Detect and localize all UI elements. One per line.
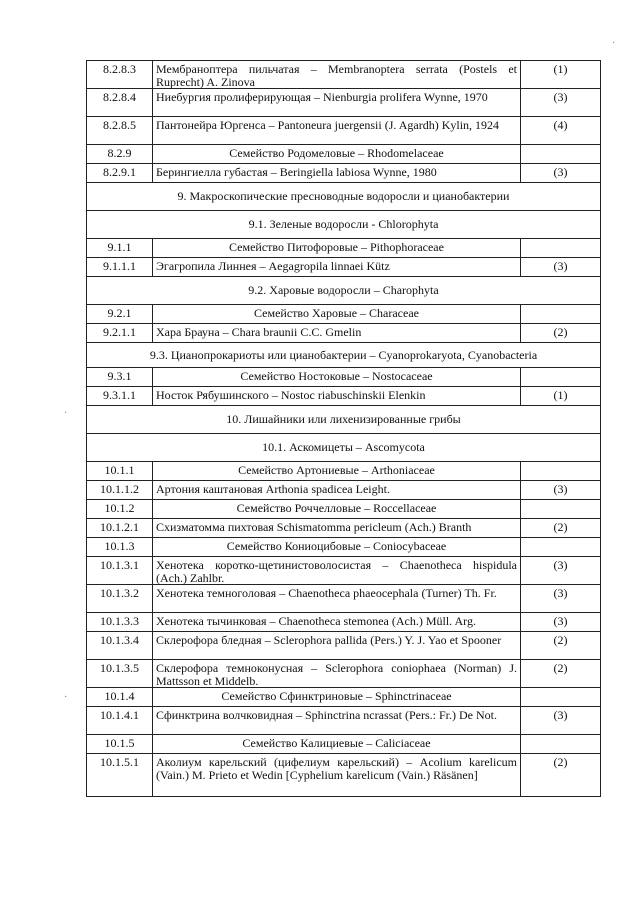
status-category: (3) — [521, 557, 601, 584]
species-name: Артония каштановая Arthonia spadicea Leight. — [153, 481, 521, 499]
species-table — [86, 60, 601, 797]
status-category: (3) — [521, 258, 601, 276]
row-number: 8.2.8.4 — [87, 89, 153, 116]
row-number: 9.2.1.1 — [87, 324, 153, 342]
status-category: (2) — [521, 324, 601, 342]
section-heading: 10. Лишайники или лихенизированные грибы — [87, 406, 601, 433]
species-row — [87, 613, 601, 632]
family-name: Семейство Ностоковые – Nostocaceae — [153, 368, 521, 386]
status-category: (1) — [521, 61, 601, 88]
status-category — [521, 145, 601, 163]
status-category: (3) — [521, 164, 601, 182]
status-category: (3) — [521, 585, 601, 612]
row-number: 9.2.1 — [87, 305, 153, 323]
row-number: 10.1.3.5 — [87, 660, 153, 687]
species-name: Хара Брауна – Chara braunii C.C. Gmelin — [153, 324, 521, 342]
status-category — [521, 735, 601, 753]
row-number: 10.1.2.1 — [87, 519, 153, 537]
status-category: (3) — [521, 613, 601, 631]
family-name: Семейство Калициевые – Caliciaceae — [153, 735, 521, 753]
species-name: Сфинктрина волчковидная – Sphinctrina ncrassat (Pers.: Fr.) De Not. — [153, 707, 521, 734]
species-row — [87, 707, 601, 735]
section-heading-row — [87, 343, 601, 368]
section-heading-row — [87, 406, 601, 434]
row-number: 8.2.9 — [87, 145, 153, 163]
margin-tick: · — [64, 408, 68, 419]
family-row — [87, 500, 601, 519]
family-name: Семейство Роччелловые – Roccellaceae — [153, 500, 521, 518]
species-name: Склерофора бледная – Sclerophora pallida (Pers.) Y. J. Yao et Spooner — [153, 632, 521, 659]
section-heading-row — [87, 277, 601, 305]
species-name: Склерофора темноконусная – Sclerophora coniophaea (Norman) J. Mattsson et Middelb. — [153, 660, 521, 687]
species-row — [87, 61, 601, 89]
species-row — [87, 632, 601, 660]
species-row — [87, 660, 601, 688]
status-category — [521, 500, 601, 518]
species-row — [87, 324, 601, 343]
status-category: (3) — [521, 89, 601, 116]
species-row — [87, 89, 601, 117]
status-category — [521, 368, 601, 386]
status-category: (1) — [521, 387, 601, 405]
species-row — [87, 117, 601, 145]
status-category — [521, 239, 601, 257]
row-number: 10.1.4.1 — [87, 707, 153, 734]
family-row — [87, 462, 601, 481]
family-row — [87, 538, 601, 557]
species-row — [87, 164, 601, 183]
section-heading: 9.3. Цианопрокариоты или цианобактерии – Cyanoprokaryota, Cyanobacteria — [87, 343, 601, 367]
species-name: Схизматомма пихтовая Schismatomma pericleum (Ach.) Branth — [153, 519, 521, 537]
section-heading-row — [87, 434, 601, 462]
row-number: 8.2.8.5 — [87, 117, 153, 144]
species-name: Берингиелла губастая – Beringiella labiosa Wynne, 1980 — [153, 164, 521, 182]
family-name: Семейство Сфинктриновые – Sphinctrinaceae — [153, 688, 521, 706]
row-number: 10.1.3.4 — [87, 632, 153, 659]
species-row — [87, 585, 601, 613]
section-heading: 10.1. Аскомицеты – Ascomycota — [87, 434, 601, 461]
row-number: 10.1.4 — [87, 688, 153, 706]
family-row — [87, 305, 601, 324]
family-row — [87, 239, 601, 258]
section-heading-row — [87, 211, 601, 239]
status-category: (3) — [521, 707, 601, 734]
species-name: Эгагропила Линнея – Aegagropila linnaei Kütz — [153, 258, 521, 276]
status-category — [521, 305, 601, 323]
status-category: (2) — [521, 519, 601, 537]
species-name: Аколиум карельский (цифелиум карельский) – Acolium karelicum (Vain.) M. Prieto et Wedin [Cyphelium karelicum (Vain.) Räsänen] — [153, 754, 521, 796]
row-number: 10.1.5.1 — [87, 754, 153, 796]
species-name: Хенотека тычинковая – Chaenotheca stemonea (Ach.) Müll. Arg. — [153, 613, 521, 631]
section-heading: 9.2. Харовые водоросли – Charophyta — [87, 277, 601, 304]
family-name: Семейство Артониевые – Arthoniaceae — [153, 462, 521, 480]
family-row — [87, 368, 601, 387]
species-row — [87, 754, 601, 797]
species-row — [87, 258, 601, 277]
row-number: 9.3.1.1 — [87, 387, 153, 405]
family-row — [87, 145, 601, 164]
family-row — [87, 735, 601, 754]
species-name: Хенотека темноголовая – Chaenotheca phaeocephala (Turner) Th. Fr. — [153, 585, 521, 612]
status-category — [521, 462, 601, 480]
family-name: Семейство Харовые – Characeae — [153, 305, 521, 323]
status-category — [521, 688, 601, 706]
row-number: 10.1.3 — [87, 538, 153, 556]
section-heading: 9.1. Зеленые водоросли - Chlorophyta — [87, 211, 601, 238]
species-row — [87, 481, 601, 500]
row-number: 10.1.3.3 — [87, 613, 153, 631]
row-number: 9.1.1.1 — [87, 258, 153, 276]
species-name: Носток Рябушинского – Nostoc riabuschinskii Elenkin — [153, 387, 521, 405]
species-row — [87, 557, 601, 585]
row-number: 10.1.2 — [87, 500, 153, 518]
row-number: 9.3.1 — [87, 368, 153, 386]
species-name: Хенотека коротко-щетинистоволосистая – Chaenotheca hispidula (Ach.) Zahlbr. — [153, 557, 521, 584]
row-number: 10.1.5 — [87, 735, 153, 753]
status-category: (4) — [521, 117, 601, 144]
margin-tick: · — [64, 692, 68, 703]
family-row — [87, 688, 601, 707]
species-row — [87, 519, 601, 538]
species-row — [87, 387, 601, 406]
row-number: 10.1.3.1 — [87, 557, 153, 584]
status-category: (2) — [521, 660, 601, 687]
section-heading: 9. Макроскопические пресноводные водоросли и цианобактерии — [87, 183, 601, 210]
family-name: Семейство Питофоровые – Pithophoraceae — [153, 239, 521, 257]
row-number: 8.2.9.1 — [87, 164, 153, 182]
family-name: Семейство Кониоцибовые – Coniocybaceae — [153, 538, 521, 556]
row-number: 10.1.3.2 — [87, 585, 153, 612]
row-number: 8.2.8.3 — [87, 61, 153, 88]
section-heading-row — [87, 183, 601, 211]
status-category — [521, 538, 601, 556]
status-category: (2) — [521, 754, 601, 796]
row-number: 9.1.1 — [87, 239, 153, 257]
row-number: 10.1.1 — [87, 462, 153, 480]
row-number: 10.1.1.2 — [87, 481, 153, 499]
margin-tick: · — [612, 38, 616, 49]
species-name: Пантонейра Юргенса – Pantoneura juergensii (J. Agardh) Kylin, 1924 — [153, 117, 521, 144]
species-name: Ниебургия пролиферирующая – Nienburgia prolifera Wynne, 1970 — [153, 89, 521, 116]
family-name: Семейство Родомеловые – Rhodomelaceae — [153, 145, 521, 163]
status-category: (3) — [521, 481, 601, 499]
species-name: Мембраноптера пильчатая – Membranoptera serrata (Postels et Ruprecht) A. Zinova — [153, 61, 521, 88]
status-category: (2) — [521, 632, 601, 659]
